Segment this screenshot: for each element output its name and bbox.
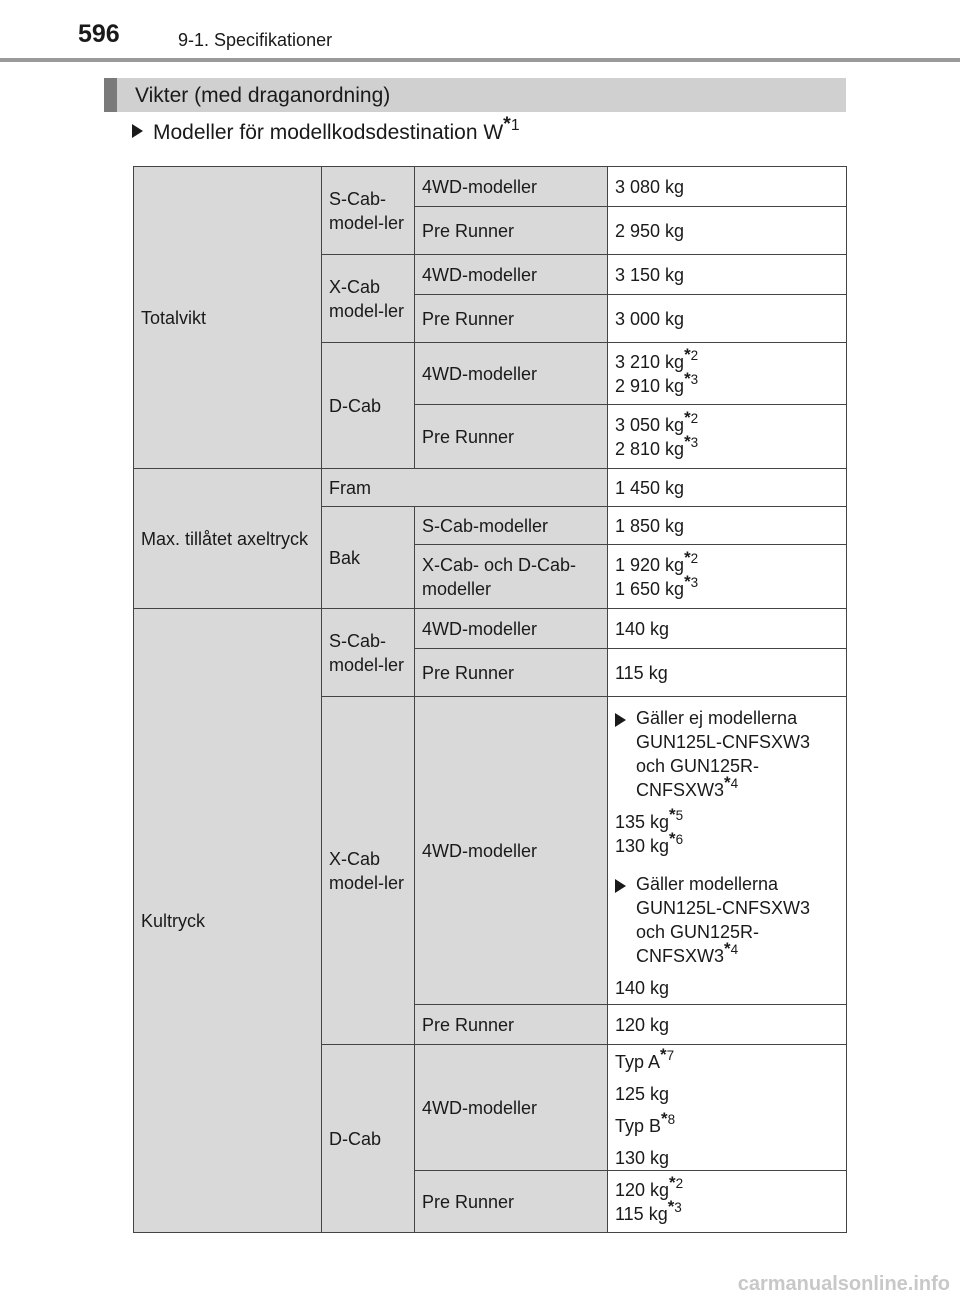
- cab-cell: D-Cab: [322, 1045, 415, 1233]
- cab-cell: Bak: [322, 507, 415, 609]
- section-title: Vikter (med draganordning): [135, 84, 391, 107]
- model-cell: 4WD-modeller: [415, 697, 608, 1005]
- cab-cell: X-Cab model-ler: [322, 255, 415, 343]
- value-cell: 120 kg: [608, 1005, 847, 1045]
- cab-cell: S-Cab-model-ler: [322, 167, 415, 255]
- value-cell: Gäller ej modellerna GUN125L-CNFSXW3 och GUN125R-CNFSXW3$^{*4}$ 135 $kg^{*5}$ 130 $kg^{*6}$ Gäller modellerna GUN125L-CNFSXW3 och GUN125R-CNFSXW3$^{*4}$ 140 kg: [608, 697, 847, 1005]
- value-cell: 1 450 kg: [608, 469, 847, 507]
- model-cell: Pre Runner: [415, 295, 608, 343]
- table-row: [134, 609, 847, 649]
- model-cell: Pre Runner: [415, 1171, 608, 1233]
- cab-cell: S-Cab-model-ler: [322, 609, 415, 697]
- value-cell: 2 950 kg: [608, 207, 847, 255]
- model-cell: Fram: [322, 469, 608, 507]
- page-number: 596: [78, 20, 120, 48]
- value-cell: 140 kg: [608, 609, 847, 649]
- model-cell: X-Cab- och D-Cab-modeller: [415, 545, 608, 609]
- model-cell: Pre Runner: [415, 1005, 608, 1045]
- cab-cell: D-Cab: [322, 343, 415, 469]
- sub-heading-text: Modeller för modellkodsdestination W: [153, 121, 504, 144]
- model-cell: Pre Runner: [415, 649, 608, 697]
- triangle-bullet-icon: [615, 879, 626, 893]
- model-cell: 4WD-modeller: [415, 167, 608, 207]
- header-rule: [0, 58, 960, 62]
- value-cell: 3 150 kg: [608, 255, 847, 295]
- triangle-bullet-icon: [615, 713, 626, 727]
- value-cell: 3 080 kg: [608, 167, 847, 207]
- sub-heading: Modeller för modellkodsdestination $W^{*1}$: [132, 121, 520, 145]
- value-cell: 3 050 $kg^{*2}$ 2 810 $kg^{*3}$: [608, 405, 847, 469]
- value-cell: 1 850 kg: [608, 507, 847, 545]
- value-cell: 3 000 kg: [608, 295, 847, 343]
- category-cell: Max. tillåtet axeltryck: [134, 469, 322, 609]
- model-cell: 4WD-modeller: [415, 343, 608, 405]
- category-cell: Totalvikt: [134, 167, 322, 469]
- watermark: carmanualsonline.info: [737, 1273, 950, 1295]
- section-bar: [104, 78, 846, 112]
- value-cell: Typ $A^{*7}$ 125 kg Typ $B^{*8}$ 130 kg: [608, 1045, 847, 1171]
- model-cell: 4WD-modeller: [415, 1045, 608, 1171]
- model-cell: Pre Runner: [415, 405, 608, 469]
- table-row: [134, 167, 847, 207]
- model-cell: Pre Runner: [415, 207, 608, 255]
- table-row: [134, 469, 847, 507]
- value-cell: 120 $kg^{*2}$ 115 $kg^{*3}$: [608, 1171, 847, 1233]
- value-cell: 115 kg: [608, 649, 847, 697]
- value-cell: 3 210 $kg^{*2}$ 2 910 $kg^{*3}$: [608, 343, 847, 405]
- cab-cell: X-Cab model-ler: [322, 697, 415, 1045]
- footnote-ref: 1: [510, 117, 520, 135]
- weights-table: [133, 166, 847, 1233]
- model-cell: S-Cab-modeller: [415, 507, 608, 545]
- chapter-title: 9-1. Specifikationer: [178, 30, 333, 50]
- category-cell: Kultryck: [134, 609, 322, 1233]
- triangle-bullet-icon: [132, 124, 143, 138]
- value-cell: 1 920 $kg^{*2}$ 1 650 $kg^{*3}$: [608, 545, 847, 609]
- model-cell: 4WD-modeller: [415, 255, 608, 295]
- model-cell: 4WD-modeller: [415, 609, 608, 649]
